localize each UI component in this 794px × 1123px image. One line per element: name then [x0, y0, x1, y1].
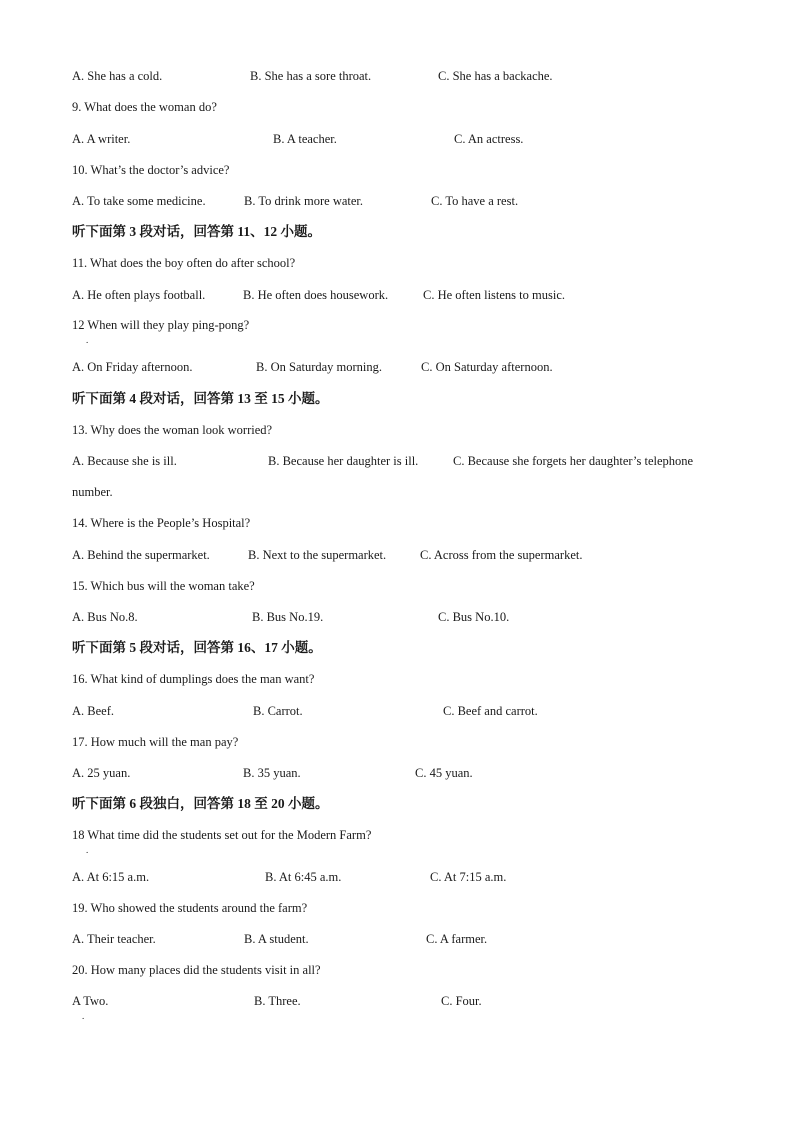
- option-c: C. He often listens to music.: [423, 288, 565, 302]
- option-c: C. On Saturday afternoon.: [421, 360, 553, 374]
- option-a: A. Because she is ill.: [72, 454, 177, 468]
- option-a: A. He often plays football.: [72, 288, 206, 302]
- option-a: A. 25 yuan.: [72, 766, 131, 780]
- option-c: C. She has a backache.: [438, 69, 553, 83]
- option-b: B. Three.: [254, 994, 301, 1008]
- question-16: 16. What kind of dumplings does the man want?: [72, 672, 315, 686]
- option-c: C. To have a rest.: [431, 194, 519, 208]
- option-b: B. He often does housework.: [243, 288, 389, 302]
- option-b: B. Bus No.19.: [252, 610, 324, 624]
- option-a: A. On Friday afternoon.: [72, 360, 193, 374]
- option-a: A. To take some medicine.: [72, 194, 206, 208]
- option-b: B. Because her daughter is ill.: [268, 454, 419, 468]
- question-14: 14. Where is the People’s Hospital?: [72, 516, 251, 530]
- option-c: C. An actress.: [454, 132, 524, 146]
- question-13: 13. Why does the woman look worried?: [72, 423, 273, 437]
- option-a: A. Beef.: [72, 704, 114, 718]
- option-b: B. Next to the supermarket.: [248, 548, 387, 562]
- option-b: B. On Saturday morning.: [256, 360, 383, 374]
- question-20: 20. How many places did the students visit in all?: [72, 963, 321, 977]
- stray-mark: .: [82, 1011, 85, 1021]
- option-c: C. Because she forgets her daughter’s telephone: [453, 454, 694, 468]
- option-b: B. A student.: [244, 932, 309, 946]
- question-15: 15. Which bus will the woman take?: [72, 579, 255, 593]
- option-c: C. At 7:15 a.m.: [430, 870, 507, 884]
- option-b: B. Carrot.: [253, 704, 303, 718]
- option-b: B. A teacher.: [273, 132, 337, 146]
- section-heading-5: 听下面第 5 段对话，回答第 16、17 小题。: [72, 640, 322, 655]
- option-a: A. Behind the supermarket.: [72, 548, 210, 562]
- option-a: A. Their teacher.: [72, 932, 156, 946]
- option-a: A. A writer.: [72, 132, 131, 146]
- question-19: 19. Who showed the students around the farm?: [72, 901, 308, 915]
- option-b: B. She has a sore throat.: [250, 69, 372, 83]
- option-c: C. Bus No.10.: [438, 610, 510, 624]
- question-11: 11. What does the boy often do after school?: [72, 256, 296, 270]
- option-c: C. 45 yuan.: [415, 766, 473, 780]
- question-10: 10. What’s the doctor’s advice?: [72, 163, 230, 177]
- section-heading-6: 听下面第 6 段独白，回答第 18 至 20 小题。: [72, 796, 329, 811]
- option-b: B. 35 yuan.: [243, 766, 301, 780]
- stray-mark: .: [86, 335, 89, 345]
- option-a: A. At 6:15 a.m.: [72, 870, 150, 884]
- option-c: C. A farmer.: [426, 932, 488, 946]
- section-heading-3: 听下面第 3 段对话，回答第 11、12 小题。: [72, 224, 322, 239]
- option-b: B. To drink more water.: [244, 194, 364, 208]
- option-a: A. Bus No.8.: [72, 610, 138, 624]
- question-18: 18 What time did the students set out for the Modern Farm?: [72, 828, 372, 842]
- option-a: A Two.: [72, 994, 109, 1008]
- option-b: B. At 6:45 a.m.: [265, 870, 342, 884]
- question-13-continuation: number.: [72, 485, 113, 499]
- option-c: C. Four.: [441, 994, 482, 1008]
- question-9: 9. What does the woman do?: [72, 100, 217, 114]
- section-heading-4: 听下面第 4 段对话，回答第 13 至 15 小题。: [72, 391, 329, 406]
- question-17: 17. How much will the man pay?: [72, 735, 239, 749]
- option-c: C. Across from the supermarket.: [420, 548, 583, 562]
- stray-mark: .: [86, 845, 89, 855]
- question-12: 12 When will they play ping-pong?: [72, 318, 250, 332]
- option-c: C. Beef and carrot.: [443, 704, 538, 718]
- option-a: A. She has a cold.: [72, 69, 163, 83]
